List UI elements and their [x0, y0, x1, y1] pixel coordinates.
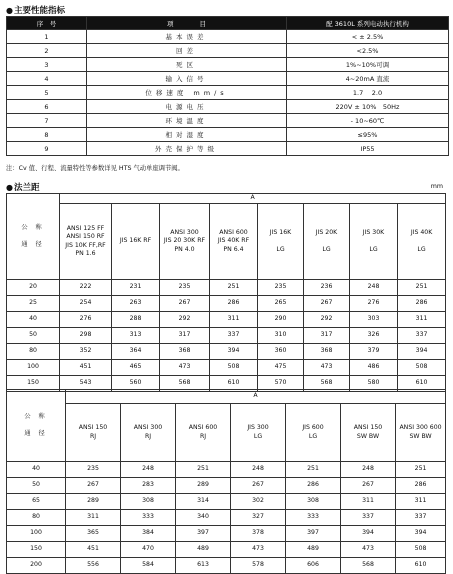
dimension-cell: 379	[350, 344, 398, 360]
table2-group-header-row	[7, 390, 446, 404]
dimension-cell: 289	[66, 494, 121, 510]
dimension-cell: 267	[304, 296, 350, 312]
dimension-cell: 236	[304, 280, 350, 296]
performance-note: 注：Cv 值、行程、流量特性等参数详见 HTS 气动单座调节阀。	[6, 165, 184, 172]
dimension-cell: 556	[66, 558, 121, 574]
row-item: 位移速度 mm/s	[87, 86, 287, 100]
table-row	[7, 478, 446, 494]
dimension-cell: 254	[60, 296, 112, 312]
dimension-cell: 311	[398, 312, 446, 328]
dimension-cell: 473	[231, 542, 286, 558]
row-value: ≤95%	[287, 128, 449, 142]
flange-heading-text: 法兰距	[13, 183, 40, 193]
row-value: <2.5%	[287, 44, 449, 58]
column-header-line: PN 6.4	[223, 245, 244, 253]
dimension-cell: 311	[66, 510, 121, 526]
column-header-line: JIS 600	[302, 424, 324, 432]
flange-column-header	[350, 204, 398, 280]
dn-cell: 40	[7, 312, 60, 328]
table-row	[7, 510, 446, 526]
dn-cell: 100	[7, 360, 60, 376]
performance-row	[7, 58, 449, 72]
dimension-cell: 486	[350, 360, 398, 376]
dimension-cell: 267	[341, 478, 396, 494]
table-row	[7, 526, 446, 542]
dimension-cell: 451	[60, 360, 112, 376]
row-number: 2	[7, 44, 87, 58]
flange-column-header	[60, 204, 112, 280]
dimension-cell: 235	[160, 280, 210, 296]
column-header-line: ANSI 150	[353, 424, 383, 432]
performance-table	[6, 16, 449, 156]
dimension-cell: 568	[160, 376, 210, 392]
dimension-cell: 465	[112, 360, 160, 376]
column-header-line: JIS 40K RF	[217, 237, 250, 245]
flange-column-header	[176, 404, 231, 462]
dimension-cell: 251	[176, 462, 231, 478]
dimension-cell: 222	[60, 280, 112, 296]
dimension-cell: 292	[304, 312, 350, 328]
column-header-line: SW BW	[356, 432, 380, 440]
table-row	[7, 542, 446, 558]
table-row	[7, 344, 446, 360]
row-item: 回差	[87, 44, 287, 58]
dimension-cell: 231	[112, 280, 160, 296]
dimension-cell: 251	[286, 462, 341, 478]
performance-row	[7, 30, 449, 44]
column-header-line: LG	[322, 245, 331, 253]
dimension-cell: 286	[286, 478, 341, 494]
table2-column-header-row	[7, 404, 446, 462]
flange-column-header	[396, 404, 446, 462]
flange-column-header	[286, 404, 341, 462]
column-header-line: JIS 16K	[269, 228, 292, 236]
dimension-cell: 286	[398, 296, 446, 312]
dimension-cell: 317	[160, 328, 210, 344]
row-number: 4	[7, 72, 87, 86]
table-row	[7, 558, 446, 574]
column-header-line: JIS 40K	[410, 228, 433, 236]
table-row	[7, 312, 446, 328]
column-header-line: ANSI 600	[188, 424, 218, 432]
dimension-cell: 508	[398, 360, 446, 376]
performance-section-heading	[6, 4, 65, 16]
dimension-cell: 368	[304, 344, 350, 360]
dimension-cell: 298	[60, 328, 112, 344]
column-header-line: JIS 30K	[362, 228, 385, 236]
bullet-icon: ●	[6, 183, 13, 192]
dimension-cell: 364	[112, 344, 160, 360]
flange-column-header	[210, 204, 258, 280]
table2-dn-header	[7, 390, 66, 462]
dn-header-line-1: 公 称	[24, 412, 48, 420]
dimension-cell: 327	[231, 510, 286, 526]
flange-column-header	[231, 404, 286, 462]
column-header-line: ANSI 300	[133, 424, 163, 432]
dn-cell: 50	[7, 478, 66, 494]
dimension-cell: 267	[231, 478, 286, 494]
row-item: 电源电压	[87, 100, 287, 114]
dimension-cell: 578	[231, 558, 286, 574]
column-header-line: JIS 16K RF	[119, 237, 152, 245]
dimension-cell: 384	[121, 526, 176, 542]
dimension-cell: 543	[60, 376, 112, 392]
dimension-cell: 310	[258, 328, 304, 344]
column-header-line: JIS 10K FF,RF	[65, 241, 106, 249]
row-item: 输入信号	[87, 72, 287, 86]
dimension-cell: 276	[60, 312, 112, 328]
performance-row	[7, 72, 449, 86]
dimension-cell: 473	[304, 360, 350, 376]
dimension-cell: 470	[121, 542, 176, 558]
dimension-cell: 311	[210, 312, 258, 328]
dimension-cell: 352	[60, 344, 112, 360]
dimension-cell: 397	[176, 526, 231, 542]
column-header-line: LG	[276, 245, 285, 253]
dimension-cell: 610	[210, 376, 258, 392]
column-header-line: RJ	[89, 432, 97, 440]
row-value: 1.7 2.0	[287, 86, 449, 100]
dimension-cell: 610	[396, 558, 446, 574]
dimension-cell: 248	[341, 462, 396, 478]
dimension-cell: 473	[160, 360, 210, 376]
dimension-cell: 302	[231, 494, 286, 510]
dimension-cell: 292	[160, 312, 210, 328]
column-header-line: SW BW	[409, 432, 432, 440]
dimension-cell: 394	[396, 526, 446, 542]
dimension-cell: 314	[176, 494, 231, 510]
dimension-cell: 489	[286, 542, 341, 558]
row-value: 4~20mA 直流	[287, 72, 449, 86]
dimension-cell: 311	[396, 494, 446, 510]
dn-cell: 50	[7, 328, 60, 344]
performance-row	[7, 44, 449, 58]
column-header-line: ANSI 150 RF	[66, 233, 105, 241]
dn-cell: 80	[7, 510, 66, 526]
dn-cell: 25	[7, 296, 60, 312]
dimension-cell: 313	[112, 328, 160, 344]
column-header-line: ANSI 150	[78, 424, 108, 432]
dimension-cell: 308	[121, 494, 176, 510]
column-header-line: ANSI 300	[170, 228, 199, 236]
row-number: 7	[7, 114, 87, 128]
dimension-cell: 580	[350, 376, 398, 392]
dimension-cell: 560	[112, 376, 160, 392]
row-item: 环境温度	[87, 114, 287, 128]
dn-cell: 80	[7, 344, 60, 360]
column-header-line: PN 4.0	[174, 245, 195, 253]
row-value: 1%~10%可调	[287, 58, 449, 72]
row-item: 死区	[87, 58, 287, 72]
dn-cell: 100	[7, 526, 66, 542]
column-header-line: LG	[417, 245, 426, 253]
flange-column-header	[160, 204, 210, 280]
row-item: 基本误差	[87, 30, 287, 44]
table-row	[7, 280, 446, 296]
dimension-cell: 283	[121, 478, 176, 494]
table-row	[7, 360, 446, 376]
row-number: 1	[7, 30, 87, 44]
dimension-cell: 251	[396, 462, 446, 478]
flange-table-2	[6, 389, 446, 574]
dn-cell: 150	[7, 542, 66, 558]
dimension-cell: 397	[286, 526, 341, 542]
dimension-cell: 311	[341, 494, 396, 510]
dimension-cell: 613	[176, 558, 231, 574]
dimension-cell: 489	[176, 542, 231, 558]
column-header-line: RJ	[144, 432, 152, 440]
column-header-line: LG	[308, 432, 318, 440]
dimension-cell: 451	[66, 542, 121, 558]
column-header-line: PN 1.6	[75, 249, 96, 257]
dimension-cell: 248	[121, 462, 176, 478]
row-number: 6	[7, 100, 87, 114]
col-header-value: 配 3610L 系列电动执行机构	[287, 17, 449, 30]
dn-cell: 40	[7, 462, 66, 478]
dimension-cell: 340	[176, 510, 231, 526]
row-number: 8	[7, 128, 87, 142]
dn-cell: 20	[7, 280, 60, 296]
dimension-cell: 251	[398, 280, 446, 296]
column-header-line: RJ	[199, 432, 207, 440]
dimension-cell: 368	[160, 344, 210, 360]
col-header-no: 序 号	[7, 17, 87, 30]
column-header-line: JIS 300	[247, 424, 269, 432]
dimension-cell: 394	[210, 344, 258, 360]
bullet-icon: ●	[6, 6, 13, 15]
dimension-cell: 267	[160, 296, 210, 312]
flange-column-header	[112, 204, 160, 280]
dimension-cell: 333	[121, 510, 176, 526]
table1-group-header-row	[7, 194, 446, 204]
column-header-line: JIS 20 30K RF	[163, 237, 206, 245]
dimension-cell: 365	[66, 526, 121, 542]
dimension-cell: 394	[341, 526, 396, 542]
performance-row	[7, 86, 449, 100]
dimension-cell: 290	[258, 312, 304, 328]
column-header-line: ANSI 600	[219, 228, 248, 236]
dn-header-line-1: 公 称	[21, 223, 45, 231]
column-header-line: LG	[369, 245, 378, 253]
performance-row	[7, 142, 449, 156]
dimension-cell: 568	[304, 376, 350, 392]
row-item: 外壳保护等级	[87, 142, 287, 156]
row-value: 220V ± 10% 50Hz	[287, 100, 449, 114]
dimension-cell: 508	[396, 542, 446, 558]
dimension-cell: 248	[350, 280, 398, 296]
dimension-cell: 265	[258, 296, 304, 312]
unit-label: mm	[430, 183, 443, 190]
dimension-cell: 508	[210, 360, 258, 376]
flange-table-1	[6, 193, 446, 392]
performance-row	[7, 100, 449, 114]
row-value: - 10~60℃	[287, 114, 449, 128]
table-row	[7, 296, 446, 312]
table-row	[7, 328, 446, 344]
dimension-cell: 288	[112, 312, 160, 328]
performance-row	[7, 114, 449, 128]
dimension-cell: 568	[341, 558, 396, 574]
dimension-cell: 289	[176, 478, 231, 494]
flange-column-header	[121, 404, 176, 462]
dimension-cell: 267	[66, 478, 121, 494]
dimension-cell: 337	[398, 328, 446, 344]
flange-column-header	[66, 404, 121, 462]
table1-dn-header	[7, 194, 60, 280]
dimension-cell: 584	[121, 558, 176, 574]
dn-header-line-2: 通 径	[24, 429, 48, 437]
dimension-cell: 378	[231, 526, 286, 542]
dimension-cell: 333	[286, 510, 341, 526]
dimension-cell: 308	[286, 494, 341, 510]
dn-cell: 65	[7, 494, 66, 510]
dimension-cell: 235	[258, 280, 304, 296]
dimension-cell: 248	[231, 462, 286, 478]
dimension-cell: 286	[396, 478, 446, 494]
dimension-cell: 606	[286, 558, 341, 574]
dn-cell: 150	[7, 376, 60, 392]
column-header-line: ANSI 300 600	[399, 424, 442, 432]
dimension-cell: 475	[258, 360, 304, 376]
dimension-cell: 276	[350, 296, 398, 312]
dimension-cell: 360	[258, 344, 304, 360]
dimension-cell: 337	[396, 510, 446, 526]
row-number: 5	[7, 86, 87, 100]
dimension-cell: 286	[210, 296, 258, 312]
col-header-item: 项 目	[87, 17, 287, 30]
dimension-cell: 473	[341, 542, 396, 558]
column-header-line: ANSI 125 FF	[66, 224, 105, 232]
table-row	[7, 494, 446, 510]
flange-column-header	[258, 204, 304, 280]
flange-column-header	[398, 204, 446, 280]
dimension-cell: 317	[304, 328, 350, 344]
flange-section-heading	[6, 181, 40, 193]
performance-table-header	[7, 17, 449, 30]
table-row	[7, 462, 446, 478]
dimension-cell: 394	[398, 344, 446, 360]
dimension-cell: 303	[350, 312, 398, 328]
dimension-cell: 610	[398, 376, 446, 392]
row-value: IP55	[287, 142, 449, 156]
flange-column-header	[304, 204, 350, 280]
dimension-cell: 263	[112, 296, 160, 312]
table1-column-header-row	[7, 204, 446, 280]
row-value: < ± 2.5%	[287, 30, 449, 44]
performance-row	[7, 128, 449, 142]
dimension-cell: 337	[341, 510, 396, 526]
dimension-cell: 326	[350, 328, 398, 344]
flange-column-header	[341, 404, 396, 462]
column-header-line: JIS 20K	[315, 228, 338, 236]
row-item: 相对湿度	[87, 128, 287, 142]
dimension-cell: 251	[210, 280, 258, 296]
dimension-cell: 235	[66, 462, 121, 478]
column-header-line: LG	[253, 432, 263, 440]
performance-heading-text: 主要性能指标	[13, 6, 65, 16]
dn-cell: 200	[7, 558, 66, 574]
dimension-cell: 337	[210, 328, 258, 344]
row-number: 9	[7, 142, 87, 156]
table1-group-a: A	[60, 194, 446, 204]
table2-group-a: A	[66, 390, 446, 404]
dimension-cell: 570	[258, 376, 304, 392]
row-number: 3	[7, 58, 87, 72]
dn-header-line-2: 通 径	[21, 240, 45, 248]
